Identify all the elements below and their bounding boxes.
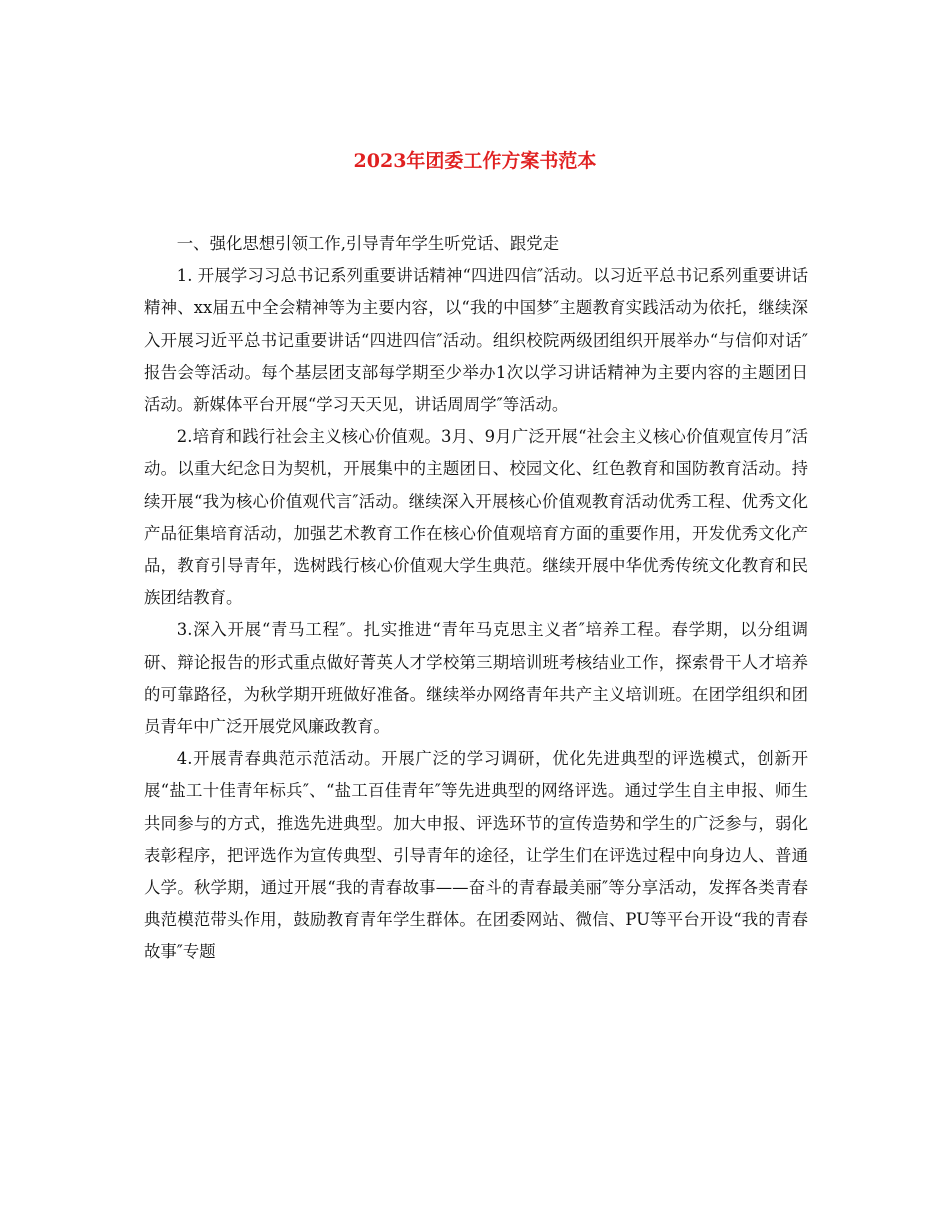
section-heading: 一、强化思想引领工作,引导青年学生听党话、跟党走 — [176, 234, 559, 253]
paragraph-3: 3.深入开展“青马工程″。扎实推进“青年马克思主义者″培养工程。春学期，以分组调研、辩论报告的形式重点做好菁英人才学校第三期培训班考核结业工作，探索骨干人才培养的可靠路径，为秋学期开班做好准备。继续举办网络青年共产主义培训班。在团学组织和团员青年中广泛开展党风廉政教育。 — [144, 620, 808, 737]
document-title: 2023年团委工作方案书范本 — [353, 150, 597, 172]
paragraph-2: 2.培育和践行社会主义核心价值观。3月、9月广泛开展“社会主义核心价值观宣传月″活动。以重大纪念日为契机，开展集中的主题团日、校园文化、红色教育和国防教育活动。持续开展“我为核心价值观代言″活动。继续深入开展核心价值观教育活动优秀工程、优秀文化产品征集培育活动，加强艺术教育工作在核心价值观培育方面的重要作用，开发优秀文化产品，教育引导青年，选树践行核心价值观大学生典范。继续开展中华优秀传统文化教育和民族团结教育。 — [144, 427, 808, 608]
paragraph-1: 1. 开展学习习总书记系列重要讲话精神“四进四信″活动。以习近平总书记系列重要讲话精神、xx届五中全会精神等为主要内容，以“我的中国梦″主题教育实践活动为依托，继续深入开展习近平总书记重要讲话“四进四信″活动。组织校院两级团组织开展举办“与信仰对话″报告会等活动。每个基层团支部每学期至少举办1次以学习讲话精神为主要内容的主题团日活动。新媒体平台开展“学习天天见，讲话周周学″等活动。 — [144, 266, 808, 415]
paragraph-4: 4.开展青春典范示范活动。开展广泛的学习调研，优化先进典型的评选模式，创新开展“盐工十佳青年标兵″、“盐工百佳青年″等先进典型的网络评选。通过学生自主申报、师生共同参与的方式，推选先进典型。加大申报、评选环节的宣传造势和学生的广泛参与，弱化表彰程序，把评选作为宣传典型、引导青年的途径，让学生们在评选过程中向身边人、普通人学。秋学期，通过开展“我的青春故事——奋斗的青春最美丽″等分享活动，发挥各类青春典范模范带头作用，鼓励教育青年学生群体。在团委网站、微信、PU等平台开设“我的青春故事″专题 — [144, 749, 808, 962]
document-body — [144, 228, 808, 969]
